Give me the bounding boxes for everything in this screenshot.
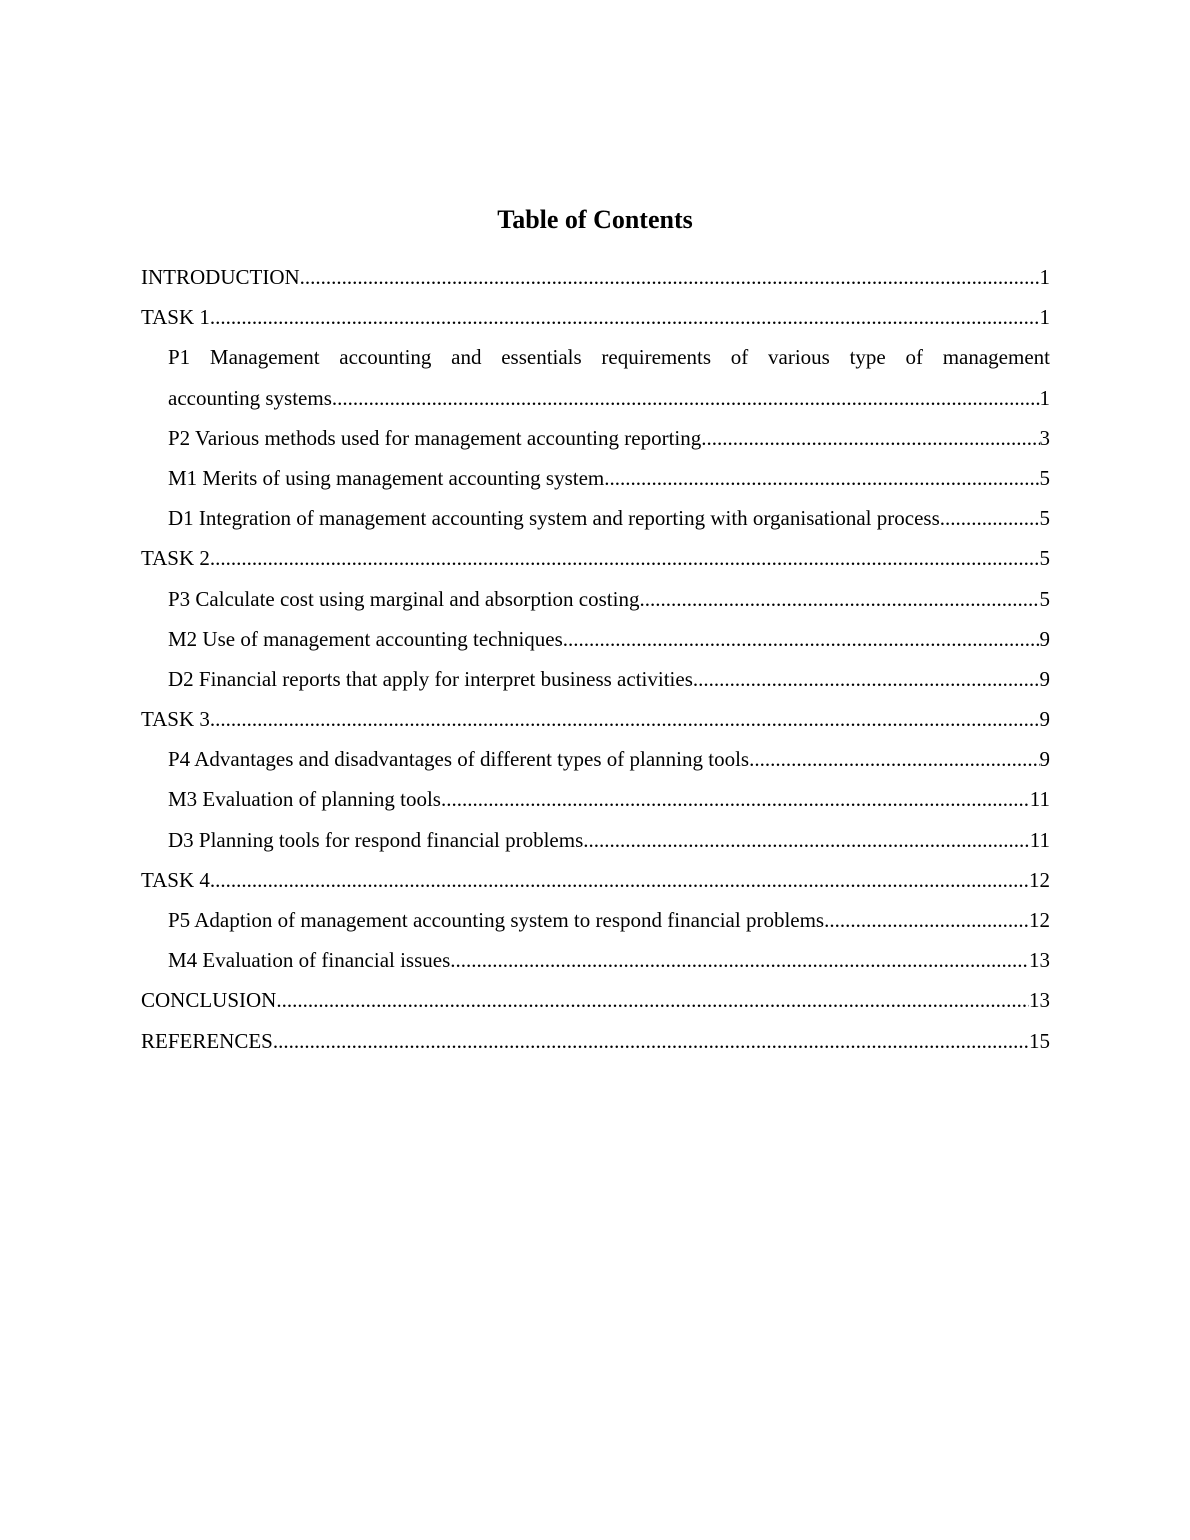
toc-entry-page: 13 xyxy=(1029,948,1050,973)
toc-entry-m4[interactable] xyxy=(141,940,1050,980)
toc-entry-p3[interactable] xyxy=(141,579,1050,619)
toc-entry-conclusion[interactable] xyxy=(141,980,1050,1020)
toc-entry-introduction[interactable] xyxy=(141,257,1050,297)
toc-title: Table of Contents xyxy=(497,205,693,234)
dot-leader xyxy=(210,297,1040,337)
toc-entry-label-line1: P1 Management accounting and essentials requirements of various type of management xyxy=(168,345,1050,370)
toc-entry-m1[interactable] xyxy=(141,458,1050,498)
toc-entry-p4[interactable] xyxy=(141,739,1050,779)
dot-leader xyxy=(824,900,1029,940)
toc-entry-label: INTRODUCTION xyxy=(141,265,300,289)
toc-entry-page: 9 xyxy=(1039,747,1050,772)
toc-entry-page: 1 xyxy=(1039,385,1050,410)
toc-entry-d2[interactable] xyxy=(141,659,1050,699)
toc-entry-p2[interactable] xyxy=(141,418,1050,458)
toc-entry-label: CONCLUSION xyxy=(141,988,277,1013)
toc-entry-page: 12 xyxy=(1029,867,1050,892)
dot-leader xyxy=(210,538,1040,578)
dot-leader xyxy=(276,980,1029,1020)
toc-entry-page: 9 xyxy=(1039,707,1050,732)
toc-entry-task-4[interactable] xyxy=(141,860,1050,900)
dot-leader xyxy=(604,458,1039,498)
toc-entry-page: 12 xyxy=(1029,908,1050,932)
toc-entry-label: P2 Various methods used for management accounting reporting xyxy=(168,425,702,450)
toc-entry-label: TASK 4 xyxy=(141,867,210,892)
toc-entry-page: 9 xyxy=(1039,666,1050,691)
toc-entry-label: P5 Adaption of management accounting system to respond financial problems xyxy=(168,908,825,932)
toc-entry-label: TASK 3 xyxy=(141,707,210,732)
toc-entry-references[interactable] xyxy=(141,1021,1050,1061)
dot-leader xyxy=(639,579,1039,619)
toc-entry-label: TASK 2 xyxy=(141,546,210,571)
dot-leader xyxy=(563,619,1040,659)
dot-leader xyxy=(701,418,1039,458)
toc-entry-label: D3 Planning tools for respond financial problems xyxy=(168,827,584,852)
dot-leader xyxy=(273,1021,1029,1061)
toc-entry-d1[interactable] xyxy=(141,498,1050,538)
toc-entry-task-3[interactable] xyxy=(141,699,1050,739)
toc-entry-label: P3 Calculate cost using marginal and absorption costing xyxy=(168,586,640,611)
toc-entry-page: 13 xyxy=(1029,988,1050,1013)
toc-entry-label: M2 Use of management accounting techniques xyxy=(168,626,563,651)
toc-entry-task-2[interactable] xyxy=(141,538,1050,578)
toc-entry-page: 5 xyxy=(1039,586,1050,611)
toc-entry-label: TASK 1 xyxy=(141,305,210,330)
toc-entry-label-line2: accounting systems xyxy=(168,385,332,410)
dot-leader xyxy=(940,498,1040,538)
toc-entry-page: 1 xyxy=(1039,265,1050,289)
toc-entry-label: D2 Financial reports that apply for interpret business activities xyxy=(168,666,693,691)
toc-entry-m2[interactable] xyxy=(141,619,1050,659)
dot-leader xyxy=(749,739,1039,779)
toc-entry-label: D1 Integration of management accounting system and reporting with organisational process xyxy=(168,506,940,531)
toc-entry-label: M4 Evaluation of financial issues xyxy=(168,948,451,973)
toc-list xyxy=(141,257,1050,1061)
dot-leader xyxy=(332,378,1040,418)
toc-entry-p5[interactable] xyxy=(141,900,1050,940)
toc-entry-page: 15 xyxy=(1029,1028,1050,1053)
toc-entry-d3[interactable] xyxy=(141,820,1050,860)
dot-leader xyxy=(583,820,1030,860)
dot-leader xyxy=(450,940,1029,980)
toc-entry-label: P4 Advantages and disadvantages of different types of planning tools xyxy=(168,747,750,772)
dot-leader xyxy=(210,699,1040,739)
toc-entry-page: 5 xyxy=(1039,506,1050,531)
dot-leader xyxy=(441,779,1030,819)
toc-entry-page: 1 xyxy=(1039,305,1050,330)
toc-entry-m3[interactable] xyxy=(141,779,1050,819)
toc-entry-page: 11 xyxy=(1029,787,1050,812)
toc-entry-label: REFERENCES xyxy=(141,1028,273,1053)
dot-leader xyxy=(300,257,1040,297)
toc-entry-label: M1 Merits of using management accounting system xyxy=(168,465,605,490)
toc-entry-page: 3 xyxy=(1039,425,1050,450)
toc-entry-page: 5 xyxy=(1039,465,1050,490)
toc-entry-page: 11 xyxy=(1029,827,1050,852)
toc-entry-label: M3 Evaluation of planning tools xyxy=(168,787,441,812)
dot-leader xyxy=(693,659,1040,699)
toc-entry-p1[interactable] xyxy=(141,337,1050,417)
toc-entry-page: 5 xyxy=(1039,546,1050,571)
dot-leader xyxy=(210,860,1029,900)
toc-entry-page: 9 xyxy=(1039,626,1050,651)
toc-entry-task-1[interactable] xyxy=(141,297,1050,337)
